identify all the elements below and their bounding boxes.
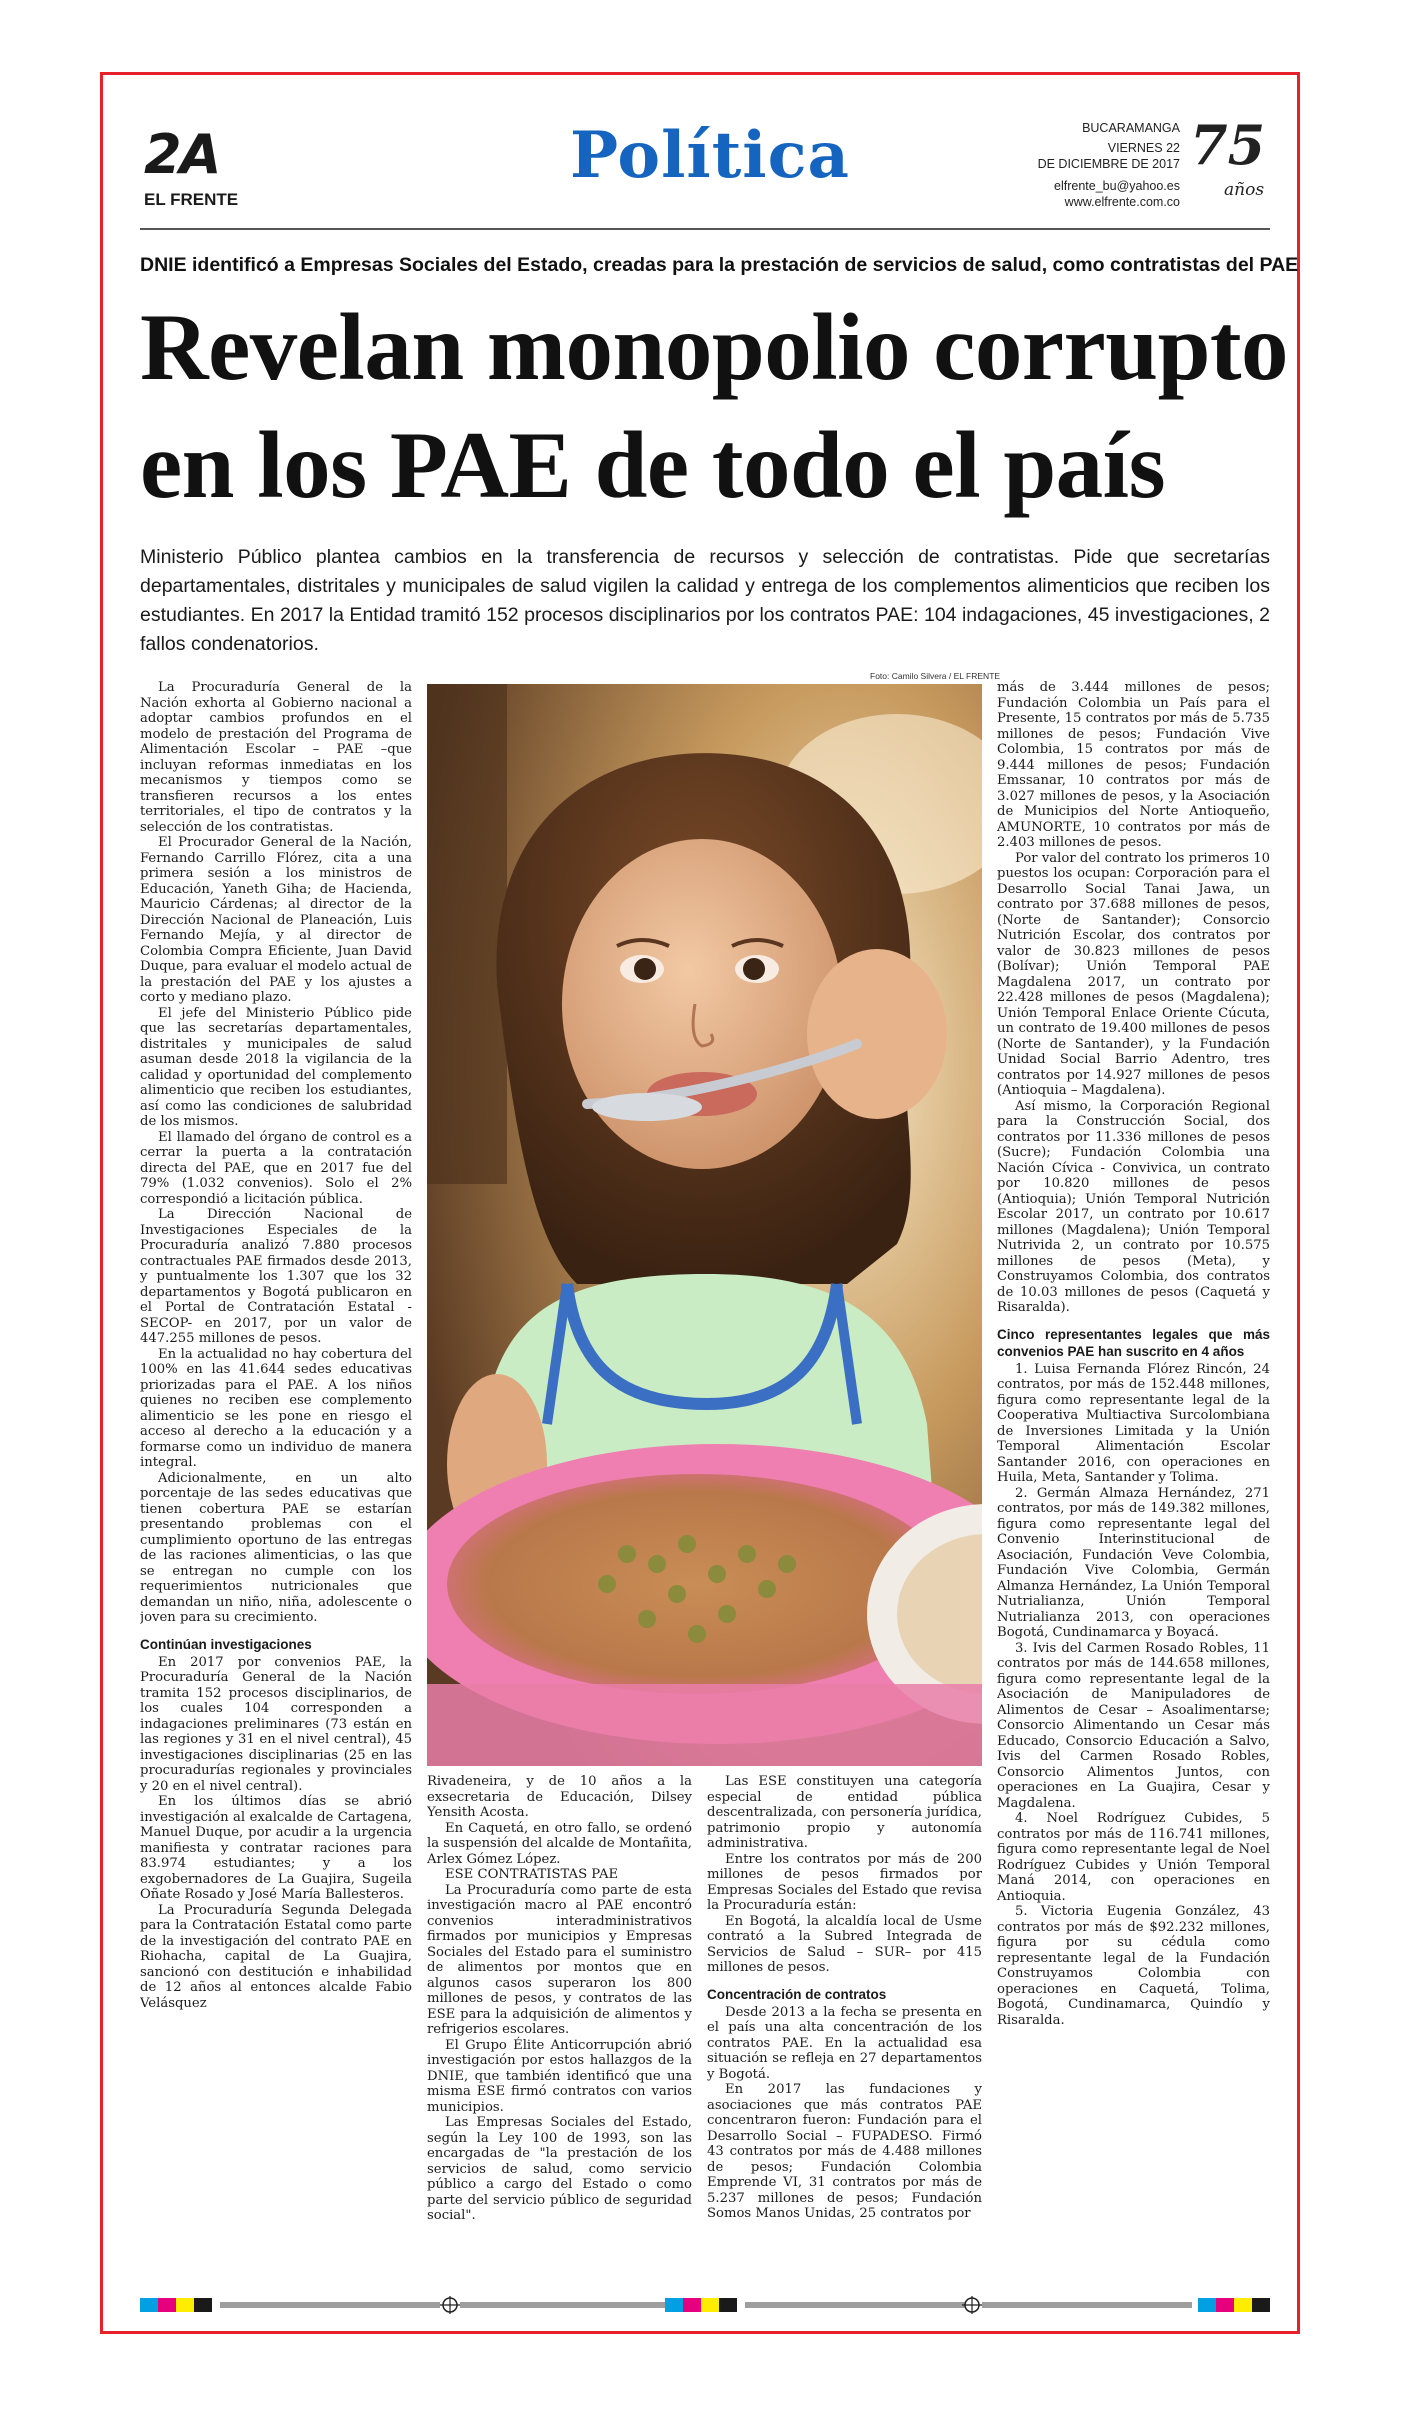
article-deck: Ministerio Público plantea cambios en la transferencia de recursos y selección de contratistas. Pide que secretarías departamentales, distritales y municipales de salud vigilen la calidad y entrega de los complementos alimenticios que reciben los estudiantes. En 2017 la Entidad tramitó 152 procesos disciplinarios por los contratos PAE: 104 indagaciones, 45 investigaciones, 2 fallos condenatorios. [140, 546, 1270, 655]
masthead-rule [140, 228, 1270, 230]
paragraph: 5. Victoria Eugenia González, 43 contratos por más de $92.232 millones, figura por su cédula como representante legal de la Fundación Construyamos Colombia con operaciones en Caquetá, Tolima, Bogotá, Cundinamarca, Quindío y Risaralda. [997, 1904, 1270, 2028]
paragraph: El jefe del Ministerio Público pide que las secretarías departamentales, distritales y municipales de salud asuman desde 2018 la vigilancia de la calidad y oportunidad del complemento alimenticio que reciben los estudiantes, así como las condiciones de salubridad de los mismos. [140, 1005, 412, 1129]
paragraph: El Procurador General de la Nación, Fernando Carrillo Flórez, cita a una primera sesión a los ministros de Educación, Yaneth Giha; de Hacienda, Mauricio Cárdenas; al director de la Dirección Nacional de Planeación, Luis Fernando Mejía, y al director de Colombia Compra Eficiente, Juan David Duque, para evaluar el modelo actual de la prestación del PAE y los ajustes a corto y mediano plazo. [140, 835, 412, 1005]
edition-weekday: VIERNES 22 [1107, 141, 1180, 155]
subheading: Cinco representantes legales que más convenios PAE han suscrito en 4 años [997, 1326, 1270, 1359]
paragraph: Adicionalmente, en un alto porcentaje de las sedes educativas que tienen cobertura PAE se estarían presentando problemas con el cumplimiento oportuno de las entregas de las raciones alimenticias, o las que se entregan no cumple con los requerimientos nutricionales que demandan un niño, niña, adolescente o joven para su crecimiento. [140, 1470, 412, 1625]
paragraph: La Dirección Nacional de Investigaciones Especiales de la Procuraduría analizó 7.880 procesos contractuales PAE firmados desde 2013, y puntualmente los 1.307 que los 32 departamentos y Bogotá publicaron en el Portal de Contratación Estatal -SECOP- en 2017, por un valor de 447.255 millones de pesos. [140, 1207, 412, 1346]
subheading: Continúan investigaciones [140, 1636, 312, 1652]
paper-name: EL FRENTE [144, 190, 239, 209]
paragraph: El llamado del órgano de control es a cerrar la puerta a la contratación directa del PAE, que en 2017 fue del 79% (1.032 convenios). Solo el 2% correspondió a licitación pública. [140, 1129, 412, 1207]
headline-line-1: Revelan monopolio corrupto [140, 294, 1289, 400]
paragraph: En 2017 por convenios PAE, la Procuraduría General de la Nación tramita 152 procesos disciplinarios, de los cuales 104 corresponden a indagaciones preliminares (73 están en las regiones y 31 en el nivel central), 45 investigaciones disciplinarias (25 en las procuradurías regionales y provinciales y 20 en el nivel central). [140, 1654, 412, 1794]
edition-date: DE DICIEMBRE DE 2017 [1037, 157, 1180, 171]
color-bar-left [140, 2298, 212, 2312]
paragraph: En Bogotá, la alcaldía local de Usme contrató a la Subred Integrada de Servicios de Salud – SUR– por 415 millones de pesos. [707, 1913, 982, 1975]
subheading: ESE CONTRATISTAS PAE [445, 1867, 619, 1882]
paragraph: La Procuraduría Segunda Delegada para la Contratación Estatal como parte de la investigación del contrato PAE en Riohacha, capital de La Guajira, sancionó con destitución e inhabilidad de 12 años al entonces alcalde Fabio Velásquez [140, 1902, 412, 2011]
article-column-3 [707, 1774, 982, 2284]
paragraph: 1. Luisa Fernanda Flórez Rincón, 24 contratos, por más de 152.448 millones, figura como representante legal de la Cooperativa Multiactiva Surcolombiana de Inversiones Limitada y la Unión Temporal Alimentación Escolar Santander 2016, con operaciones en Huila, Meta, Santander y Tolima. [997, 1361, 1270, 1485]
child-eating-illustration [427, 684, 982, 1766]
article-column-4 [997, 680, 1270, 2290]
paragraph: Desde 2013 a la fecha se presenta en el país una alta concentración de los contratos PAE. En la actualidad esa situación se refleja en 27 departamentos y Bogotá. [707, 2004, 982, 2082]
article-column-1 [140, 680, 412, 2290]
anniversary-label: años [1224, 180, 1265, 200]
paragraph: En los últimos días se abrió investigación al exalcalde de Cartagena, Manuel Duque, por acudir a la urgencia manifiesta y contratar raciones para 83.974 estudiantes; y a los exgobernadores de La Guajira, Sugeila Oñate Rosado y José María Ballesteros. [140, 1794, 412, 1902]
paragraph: Las ESE constituyen una categoría especial de entidad pública descentralizada, con personería jurídica, patrimonio propio y autonomía administrativa. [707, 1774, 982, 1851]
section-title: Política [569, 118, 851, 193]
edition-info [1030, 120, 1180, 210]
article-photo [427, 684, 982, 1766]
paragraph: Así mismo, la Corporación Regional para la Construcción Social, dos contratos por 11.336 millones de pesos (Sucre); Fundación Colombia una Nación Cívica - Convivica, un contrato por 10.820 millones de pesos (Antioquia); Unión Temporal Nutrición Escolar 2017, un contrato por 10.617 millones (Magdalena); Unión Temporal Nutrivida 2, un contrato por 10.575 millones de pesos (Meta), y Construyamos Colombia, dos contratos de 10.03 millones de pesos (Caquetá y Risaralda). [997, 1098, 1270, 1315]
paragraph: 2. Germán Almaza Hernández, 271 contratos, por más de 149.382 millones, figura como representante legal del Convenio Interinstitucional de Asociación, Fundación Veve Colombia, Fundación Vive Colombia, Germán Almanza Hernández, La Unión Temporal Nutrialianza, Unión Temporal Nutrialianza 2013, con operaciones Bogotá, Cundinamarca y Boyacá. [997, 1485, 1270, 1640]
color-bar-center [665, 2298, 737, 2312]
paragraph: Rivadeneira, y de 10 años a la exsecretaria de Educación, Dilsey Yensith Acosta. [427, 1774, 692, 1820]
paragraph: Las Empresas Sociales del Estado, según la Ley 100 de 1993, son las encargadas de "la prestación de los servicios de salud, como servicio público a cargo del Estado o como parte del servicio público de seguridad social". [427, 2115, 692, 2223]
registration-mark-icon [440, 2296, 460, 2314]
paragraph: Por valor del contrato los primeros 10 puestos los ocupan: Corporación para el Desarrollo Social Tanai Jawa, un contrato por 37.688 millones de pesos, (Norte de Santander); Consorcio Nutrición Escolar, dos contratos por valor de 30.823 millones de pesos (Bolívar); Unión Temporal PAE Magdalena 2017, un contrato por 22.428 millones de pesos (Magdalena); Unión Temporal Enlace Oriente Cúcuta, un contrato de 19.400 millones de pesos (Norte de Santander), y la Fundación Unidad Social Barrio Adentro, tres contratos por 14.927 millones de pesos (Antioquia – Magdalena). [997, 850, 1270, 1098]
paragraph: más de 3.444 millones de pesos; Fundación Colombia un País para el Presente, 15 contratos por más de 5.735 millones de pesos; Fundación Vive Colombia, 15 contratos por más de 9.444 millones de pesos; Fundación Emssanar, 10 contratos por más de 3.027 millones de pesos, y la Asociación de Municipios del Norte Antioqueño, AMUNORTE, 10 contratos por más de 2.403 millones de pesos. [997, 680, 1270, 850]
paragraph: En la actualidad no hay cobertura del 100% en las 41.644 sedes educativas priorizadas para el PAE. A los niños quienes no reciben ese complemento alimenticio se les pone en riesgo el acceso al derecho a la educación y a formarse como un individuo de manera integral. [140, 1346, 412, 1470]
anniversary-logo [1190, 113, 1270, 214]
photo-credit: Foto: Camilo Silvera / EL FRENTE [870, 671, 1001, 681]
page-number: 2A [144, 123, 220, 186]
registration-strip-graphic [140, 2296, 1270, 2314]
paragraph: El Grupo Élite Anticorrupción abrió investigación por estos hallazgos de la DNIE, que también identificó que una misma ESE firmó contratos con varios municipios. [427, 2037, 692, 2115]
edition-email: elfrente_bu@yahoo.es [1054, 179, 1180, 193]
edition-website: www.elfrente.com.co [1064, 195, 1180, 209]
paragraph: En Caquetá, en otro fallo, se ordenó la suspensión del alcalde de Montañita, Arlex Gómez López. [427, 1820, 692, 1867]
paragraph: La Procuraduría General de la Nación exhorta al Gobierno nacional a adoptar cambios profundos en el modelo de prestación del Programa de Alimentación Escolar – PAE –que incluyan reformas inmediatas en los mecanismos y tiempos como se transfieren recursos a los entes territoriales, el tipo de contratos y la selección de los contratistas. [140, 680, 412, 835]
color-bar-right [1198, 2298, 1270, 2312]
print-registration-strip [140, 2296, 1270, 2314]
paragraph: La Procuraduría como parte de esta investigación macro al PAE encontró convenios interadministrativos firmados por municipios y Empresas Sociales del Estado para el suministro de alimentos por montos que en algunos casos superaron los 800 millones de pesos, y contratos de las ESE para la adquisición de alimentos y refrigerios escolares. [427, 1882, 692, 2037]
paragraph: 4. Noel Rodríguez Cubides, 5 contratos por más de 116.741 millones, figura como representante legal de Noel Rodríguez Cubides y Unión Temporal Maná 2014, con operaciones en Antioquia. [997, 1811, 1270, 1904]
paragraph: Entre los contratos por más de 200 millones de pesos firmados por Empresas Sociales del Estado que revisa la Procuraduría están: [707, 1851, 982, 1913]
anniversary-number: 75 [1190, 113, 1266, 177]
subheading: Concentración de contratos [707, 1986, 887, 2002]
edition-city: BUCARAMANGA [1082, 121, 1180, 135]
article-kicker: DNIE identificó a Empresas Sociales del Estado, creadas para la prestación de servicios de salud, como contratistas del PAE [140, 254, 1299, 276]
headline-line-2: en los PAE de todo el país [140, 412, 1166, 518]
paragraph: 3. Ivis del Carmen Rosado Robles, 11 contratos por más de 144.658 millones, figura como representante legal de la Asociación de Manipuladores de Alimentos de Cesar – Asoalimentarse; Consorcio Alimentando un Cesar más Educado, Consorcio Educación a Salvo, Ivis del Carmen Rosado Robles, Consorcio Alimentos Juntos, con operaciones en La Guajira, Cesar y Magdalena. [997, 1640, 1270, 1811]
article-column-2 [427, 1774, 692, 2284]
registration-mark-icon [962, 2296, 982, 2314]
paragraph: En 2017 las fundaciones y asociaciones que más contratos PAE concentraron fueron: Fundación para el Desarrollo Social – FUPADESO. Firmó 43 contratos por más de 4.488 millones de pesos; Fundación Colombia Emprende VI, 31 contratos por más de 5.237 millones de pesos; Fundación Somos Manos Unidas, 25 contratos por [707, 2082, 982, 2221]
